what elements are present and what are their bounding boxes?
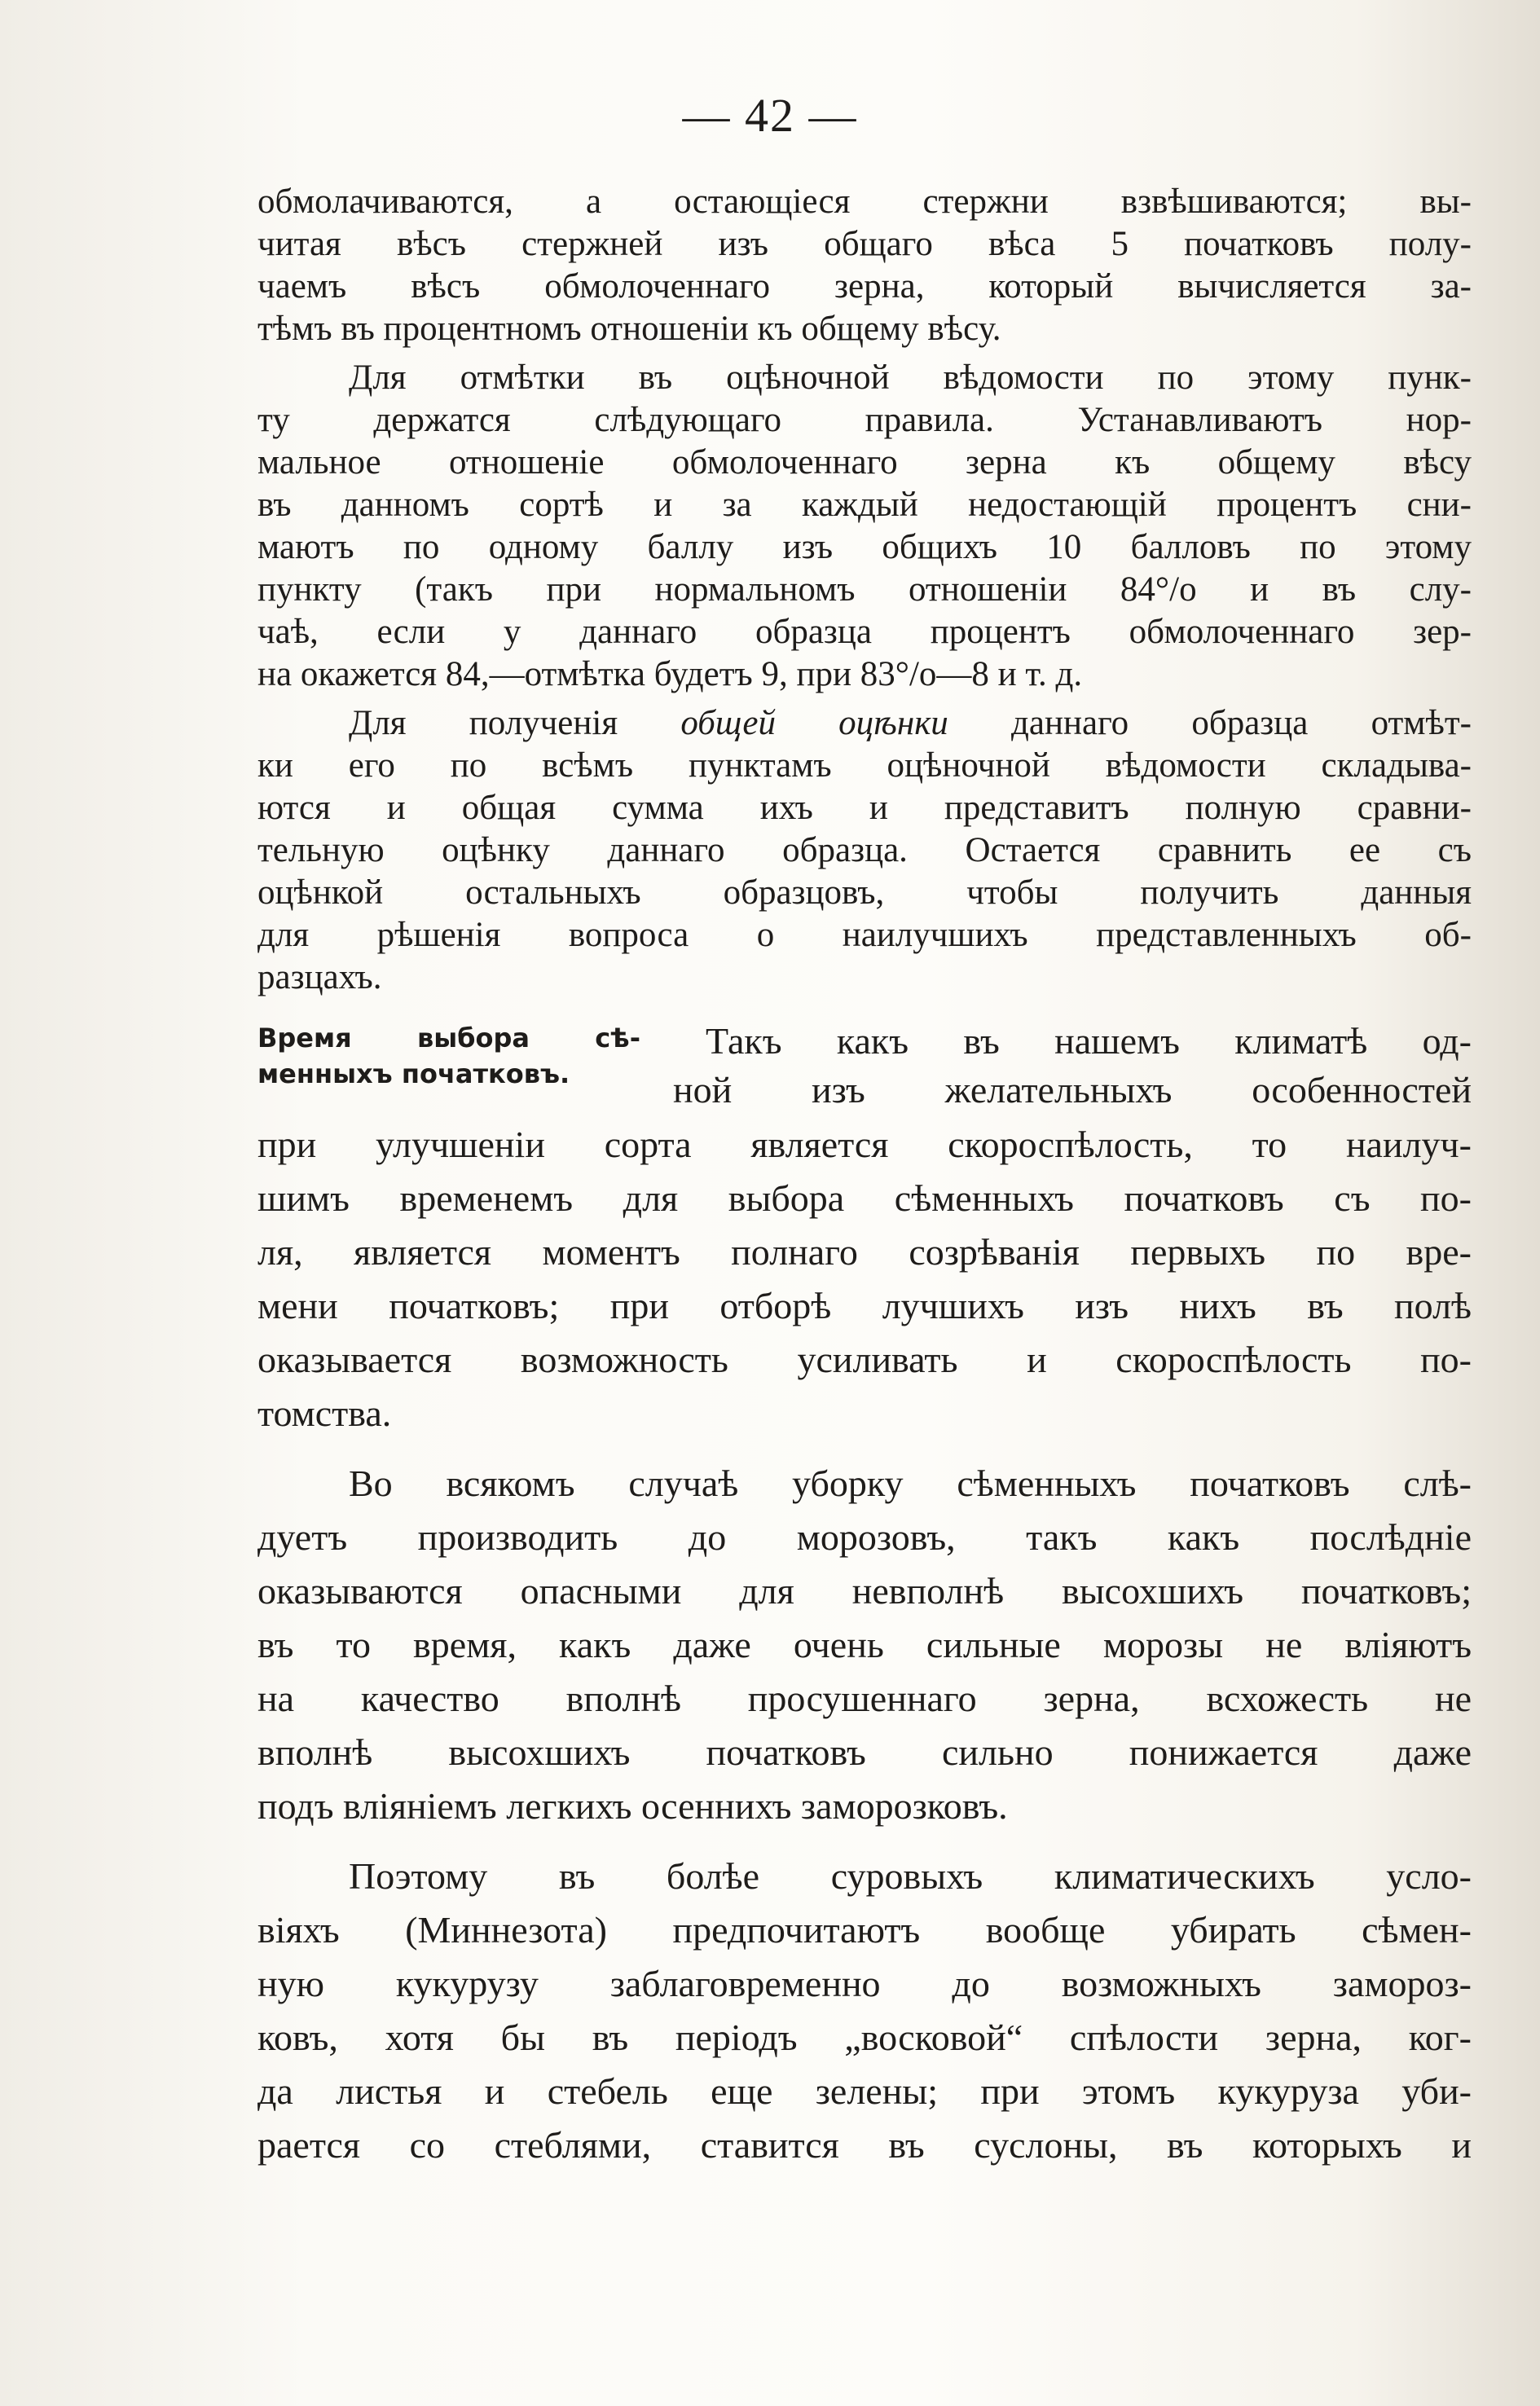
text-line: чаѣ, если у даннаго образца процентъ обмолоченнаго зер- [257,613,1472,651]
text-line: Поэтому въ болѣе суровыхъ климатическихъ усло- [349,1855,1472,1897]
text-line: въ то время, какъ даже очень сильные морозы не вліяютъ [257,1624,1472,1665]
text-line: чаемъ вѣсъ обмолоченнаго зерна, который вычисляется за- [257,267,1472,306]
text-line: обмолачиваются, а остающіеся стержни взвѣшиваются; вы- [257,183,1472,221]
paragraph-5 [257,1457,1472,1833]
paragraph-4 [257,1118,1472,1441]
text-line: подъ вліяніемъ легкихъ осеннихъ заморозковъ. [257,1785,1008,1827]
text-line: ную кукурузу заблаговременно до возможныхъ замороз- [257,1963,1472,2004]
side-text [673,1017,1472,1115]
text-line: оцѣнкой остальныхъ образцовъ, чтобы получить данныя [257,873,1472,912]
text-line: тельную оцѣнку даннаго образца. Остается сравнить ее съ [257,831,1472,869]
emphasis-text: общей оцѣнки [680,704,948,742]
text-line: при улучшеніи сорта является скороспѣлость, то наилуч- [257,1124,1472,1165]
text-run: Для полученія [349,704,681,742]
text-line: дуетъ производить до морозовъ, такъ какъ послѣдніе [257,1516,1472,1558]
text-line: тѣмъ въ процентномъ отношеніи къ общему вѣсу. [257,310,1001,348]
text-line: оказывается возможность усиливать и скороспѣлость по- [257,1339,1472,1380]
text-line: ной изъ желательныхъ особенностей [673,1069,1472,1111]
text-line: мальное отношеніе обмолоченнаго зерна къ общему вѣсу [257,443,1472,482]
text-run: даннаго образца отмѣт- [948,704,1472,742]
text-line: Такъ какъ въ нашемъ климатѣ од- [706,1020,1472,1062]
text-line: шимъ временемъ для выбора сѣменныхъ початковъ съ по- [257,1177,1472,1219]
text-line: маютъ по одному баллу изъ общихъ 10 балловъ по этому [257,528,1472,566]
text-line: разцахъ. [257,958,382,996]
side-heading-section [257,1017,1472,1118]
body-text [257,181,1472,2172]
text-line: томства. [257,1392,392,1434]
text-line: читая вѣсъ стержней изъ общаго вѣса 5 початковъ полу- [257,225,1472,263]
text-line: ются и общая сумма ихъ и представитъ полную сравни- [257,789,1472,827]
text-line: оказываются опасными для невполнѣ высохшихъ початковъ; [257,1570,1472,1612]
text-line: Для отмѣтки въ оцѣночной вѣдомости по этому пунк- [349,358,1472,397]
text-line: ля, является моментъ полнаго созрѣванія первыхъ по вре- [257,1231,1472,1273]
side-heading [257,1020,640,1092]
text-line: пункту (такъ при нормальномъ отношеніи 84°/о и въ слу- [257,570,1472,609]
text-line: мени початковъ; при отборѣ лучшихъ изъ нихъ въ полѣ [257,1285,1472,1326]
text-line: на качество вполнѣ просушеннаго зерна, всхожесть не [257,1678,1472,1719]
paragraph-2 [257,357,1472,696]
text-line: ковъ, хотя бы въ періодъ „восковой“ спѣлости зерна, ког- [257,2017,1472,2058]
paragraph-1 [257,181,1472,350]
text-line: въ данномъ сортѣ и за каждый недостающій процентъ сни- [257,486,1472,524]
text-line: ки его по всѣмъ пунктамъ оцѣночной вѣдомости складыва- [257,746,1472,785]
side-heading-line: менныхъ початковъ. [257,1058,570,1089]
text-line: ту держатся слѣдующаго правила. Устанавливаютъ нор- [257,401,1472,439]
text-line: віяхъ (Миннезота) предпочитаютъ вообще убирать сѣмен- [257,1909,1472,1951]
page-number: — 42 — [682,89,858,142]
text-line: рается со стеблями, ставится въ суслоны, въ которыхъ и [257,2124,1472,2166]
text-line: вполнѣ высохшихъ початковъ сильно понижается даже [257,1731,1472,1773]
text-line: Во всякомъ случаѣ уборку сѣменныхъ початковъ слѣ- [349,1463,1472,1504]
text-line: на окажется 84,—отмѣтка будетъ 9, при 83°/о—8 и т. д. [257,655,1083,693]
text-line: да листья и стебель еще зелены; при этомъ кукуруза уби- [257,2070,1472,2112]
paragraph-6 [257,1850,1472,2172]
paragraph-3 [257,702,1472,999]
text-line: для рѣшенія вопроса о наилучшихъ представленныхъ об- [257,916,1472,954]
text-line [257,702,1472,745]
side-heading-line: Время выбора сѣ- [257,1023,640,1053]
